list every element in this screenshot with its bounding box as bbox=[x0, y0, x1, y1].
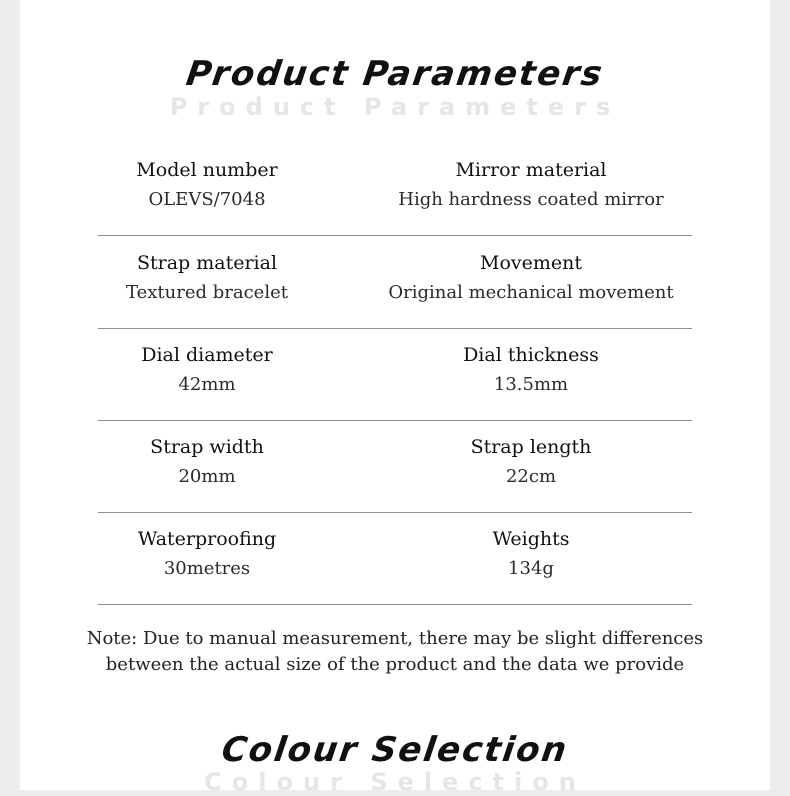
measurement-note bbox=[0, 626, 790, 678]
parameter-cell bbox=[356, 142, 706, 212]
parameter-value: OLEVS/7048 bbox=[148, 189, 266, 210]
parameter-value: Original mechanical movement bbox=[388, 282, 674, 303]
parameter-label: Dial thickness bbox=[463, 344, 599, 366]
section-subtitle-watermark: Product Parameters bbox=[169, 93, 621, 121]
parameter-label: Strap width bbox=[150, 436, 264, 458]
section-title-parameters: Product Parameters bbox=[183, 54, 607, 94]
measurement-note-line: Note: Due to manual measurement, there may be slight differences bbox=[86, 628, 704, 649]
parameter-value: 134g bbox=[508, 558, 554, 579]
parameter-label: Dial diameter bbox=[141, 344, 273, 366]
parameter-cell bbox=[356, 327, 706, 397]
parameter-row bbox=[98, 235, 692, 329]
measurement-note-line: between the actual size of the product and the data we provide bbox=[105, 654, 685, 675]
parameter-cell bbox=[98, 235, 316, 305]
parameter-cell bbox=[98, 142, 316, 212]
parameter-value: 42mm bbox=[178, 374, 236, 395]
parameter-label: Movement bbox=[479, 252, 582, 274]
parameter-cell bbox=[98, 419, 316, 489]
parameter-value: 20mm bbox=[178, 466, 236, 487]
parameter-label: Strap length bbox=[470, 436, 592, 458]
parameter-label: Weights bbox=[492, 528, 570, 550]
parameter-label: Strap material bbox=[136, 252, 278, 274]
section-subtitle-watermark: Colour Selection bbox=[204, 768, 586, 796]
parameter-value: 22cm bbox=[505, 466, 557, 487]
section-title-colour: Colour Selection bbox=[219, 730, 571, 770]
parameter-value: 30metres bbox=[163, 558, 251, 579]
parameter-row bbox=[98, 511, 692, 605]
parameter-cell bbox=[356, 419, 706, 489]
parameter-label: Model number bbox=[136, 159, 278, 181]
parameter-label: Mirror material bbox=[455, 159, 607, 181]
parameter-cell bbox=[356, 235, 706, 305]
parameter-cell bbox=[98, 327, 316, 397]
parameter-label: Waterproofing bbox=[137, 528, 277, 550]
parameter-row bbox=[98, 327, 692, 421]
parameter-cell bbox=[356, 511, 706, 581]
parameter-value: Textured bracelet bbox=[126, 282, 288, 303]
parameter-value: High hardness coated mirror bbox=[398, 189, 664, 210]
parameter-cell bbox=[98, 511, 316, 581]
parameter-row bbox=[98, 419, 692, 513]
parameter-value: 13.5mm bbox=[493, 374, 569, 395]
parameter-row bbox=[98, 142, 692, 236]
